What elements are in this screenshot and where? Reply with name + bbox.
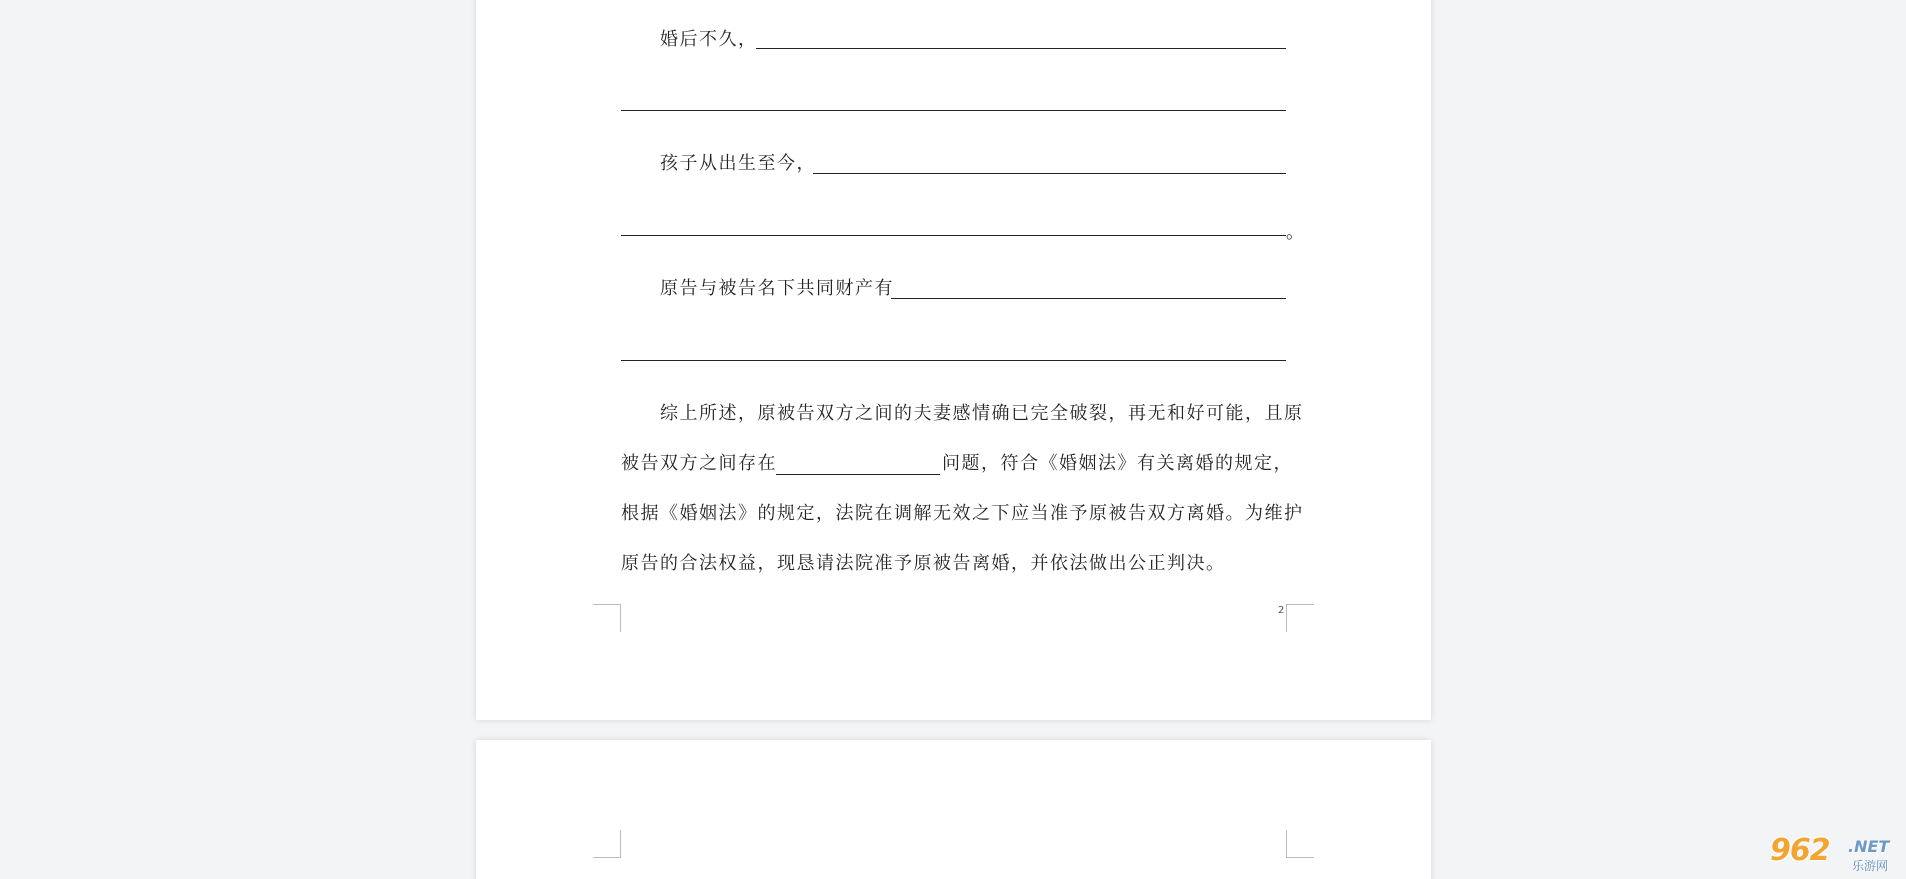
document-page-3 <box>476 740 1431 879</box>
crop-mark-bottom-right <box>1286 604 1314 632</box>
paragraph-conclusion-line-2a: 被告双方之间存在 <box>621 453 777 474</box>
paragraph-conclusion-line-4: 原告的合法权益，现恳请法院准予原被告离婚，并依法做出公正判决。 <box>621 553 1226 574</box>
paragraph-child-label: 孩子从出生至今， <box>660 153 816 174</box>
paragraph-marriage-label: 婚后不久， <box>660 29 758 50</box>
paragraph-property-label: 原告与被告名下共同财产有 <box>660 278 894 299</box>
page-number: 2 <box>1278 605 1285 616</box>
fill-blank-marriage[interactable] <box>756 48 1286 49</box>
watermark-net-text: .NET <box>1848 837 1890 856</box>
crop-mark-top-left <box>593 830 621 858</box>
fill-blank-child-cont[interactable] <box>621 235 1286 236</box>
fill-blank-child[interactable] <box>813 173 1286 174</box>
document-page-2 <box>476 0 1431 720</box>
watermark-main-text: 962 <box>1770 833 1830 868</box>
paragraph-conclusion-line-1: 综上所述，原被告双方之间的夫妻感情确已完全破裂，再无和好可能，且原 <box>660 403 1304 424</box>
fill-blank-property-cont[interactable] <box>621 360 1286 361</box>
paragraph-conclusion-line-3: 根据《婚姻法》的规定，法院在调解无效之下应当准予原被告双方离婚。为维护 <box>621 503 1304 524</box>
paragraph-conclusion-line-2b: 问题，符合《婚姻法》有关离婚的规定， <box>942 453 1293 474</box>
fill-blank-marriage-cont[interactable] <box>621 110 1286 111</box>
site-watermark-logo <box>1770 833 1900 875</box>
crop-mark-top-right <box>1286 830 1314 858</box>
watermark-sub-text: 乐游网 <box>1852 859 1889 873</box>
crop-mark-bottom-left <box>593 604 621 632</box>
fill-blank-property[interactable] <box>891 298 1286 299</box>
fill-blank-issue[interactable] <box>776 474 940 475</box>
period-mark: 。 <box>1286 222 1304 243</box>
